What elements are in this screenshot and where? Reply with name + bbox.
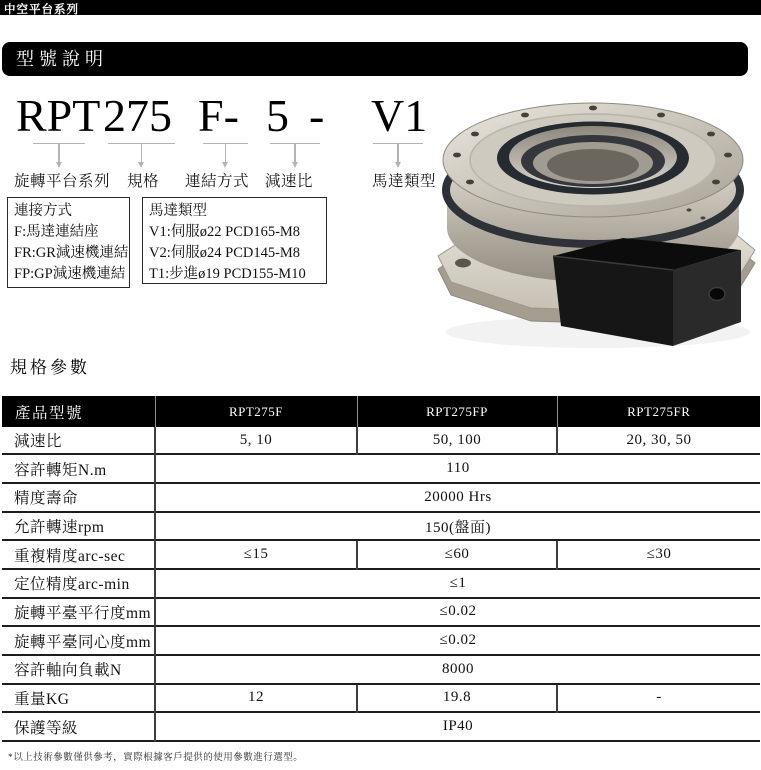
row-value: ≤0.02 [155,598,760,627]
code-label-series: 旋轉平台系列 [14,173,111,190]
table-row [2,684,760,713]
model-segment-ratio: 5 [266,90,289,141]
row-label: 容許軸向負載N [2,655,155,684]
row-label: 減速比 [14,433,63,451]
col-header-rpt275fr: RPT275FR [557,396,760,427]
code-label-connection: 連結方式 [185,173,250,190]
row-value: 19.8 [357,684,557,713]
row-value: 5, 10 [155,427,357,454]
motor-box-title: 馬達類型 [149,203,207,219]
table-row [2,712,760,741]
table-row [2,540,760,569]
col-header-product-model: 產品型號 [2,396,155,427]
row-label: 重量KG [2,684,155,713]
table-row [2,598,760,627]
row-label: 旋轉平臺同心度mm [2,626,155,655]
row-value: ≤0.02 [155,626,760,655]
series-top-bar [0,0,761,15]
table-row [2,454,760,483]
connection-box-item: F:馬達連結座 [14,224,99,240]
table-row [2,512,760,541]
row-value: ≤30 [557,540,760,569]
motor-type-box [142,197,327,284]
table-row [2,427,760,454]
row-label: 旋轉平臺平行度mm [2,598,155,627]
code-label-ratio: 減速比 [265,173,314,190]
row-value: 110 [155,454,760,483]
pointer-tick-icon [270,143,320,170]
connection-box-title: 連接方式 [14,203,72,219]
model-segment-connection: F- [198,90,239,141]
table-row [2,569,760,598]
connection-type-box [7,197,130,288]
row-label: 定位精度arc-min [2,569,155,598]
motor-box-item: V2:伺服ø24 PCD145-M8 [149,245,301,261]
table-row [2,655,760,684]
code-label-size: 規格 [127,173,160,190]
row-value: ≤60 [357,540,557,569]
pointer-tick-icon [108,143,175,170]
row-value: 20, 30, 50 [557,427,760,454]
row-value: 8000 [155,655,760,684]
motor-box-item: T1:步進ø19 PCD155-M10 [149,266,306,282]
row-value: 150(盤面) [155,512,760,541]
row-label: 重複精度arc-sec [2,540,155,569]
spec-table [2,396,760,742]
col-header-rpt275fp: RPT275FP [357,396,557,427]
row-value: IP40 [155,712,760,741]
connection-box-item: FR:GR減速機連結 [14,245,129,261]
product-photo [433,60,761,362]
spec-section-title: 規格參數 [10,358,90,377]
row-value: 20000 Hrs [155,483,760,512]
model-segment-series: RPT [16,90,101,141]
table-header-row [2,396,760,427]
model-segment-size: 275 [103,90,172,141]
row-value: - [557,684,760,713]
connection-box-item: FP:GP減速機連結 [14,266,126,282]
series-title: 中空平台系列 [4,4,79,16]
row-value: 12 [155,684,357,713]
row-label: 允許轉速rpm [2,512,155,541]
row-value: 50, 100 [357,427,557,454]
row-label: 精度壽命 [2,483,155,512]
pointer-tick-icon [203,143,248,170]
footnote: *以上技術參數僅供參考，實際根據客戶提供的使用參數進行選型。 [8,753,304,763]
code-label-motor: 馬達類型 [372,173,437,190]
row-label: 保護等級 [2,712,155,741]
table-row [2,483,760,512]
row-label: 容許轉矩N.m [2,454,155,483]
model-section-title: 型號說明 [16,49,108,69]
pointer-tick-icon [373,143,423,170]
table-row [2,626,760,655]
pointer-tick-icon [33,143,85,170]
row-value: ≤1 [155,569,760,598]
model-segment-dash: - [309,90,325,141]
model-segment-motor: V1 [371,90,428,141]
row-value: ≤15 [155,540,357,569]
col-header-rpt275f: RPT275F [155,396,357,427]
motor-box-item: V1:伺服ø22 PCD165-M8 [149,224,301,240]
